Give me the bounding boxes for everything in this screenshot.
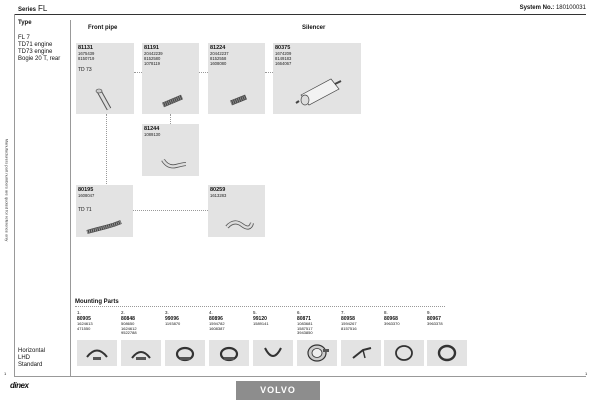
part-box-81244[interactable] xyxy=(142,124,199,176)
item-picture xyxy=(341,340,381,366)
item-refs xyxy=(209,322,251,331)
part-code: 81244 xyxy=(144,126,160,132)
part-box-81224[interactable] xyxy=(208,43,265,114)
part-note: TD 73 xyxy=(78,67,92,73)
item-picture xyxy=(297,340,337,366)
part-code: 81224 xyxy=(210,45,226,51)
part-refs xyxy=(275,51,291,66)
part-ref: 8150719 xyxy=(78,56,95,61)
part-refs xyxy=(78,51,94,61)
type-line: FL 7 xyxy=(18,35,30,41)
type-lines xyxy=(18,35,60,63)
config-lines xyxy=(18,348,45,369)
item-number: 5. xyxy=(253,310,257,315)
item-ref: 1624612 xyxy=(121,325,137,331)
part-box-81191[interactable] xyxy=(142,43,199,114)
part-note: TD 71 xyxy=(78,207,92,213)
clamp-icon xyxy=(77,340,117,366)
mounting-item-80968[interactable] xyxy=(384,310,426,327)
part-box-80259[interactable] xyxy=(208,185,265,237)
item-code: 80871 xyxy=(297,316,311,322)
config-line: Horizontal xyxy=(18,348,46,354)
long-pipe-icon xyxy=(84,219,124,235)
item-code: 80848 xyxy=(121,316,135,322)
mounting-item-80871[interactable] xyxy=(297,310,339,336)
series-value: FL xyxy=(38,4,48,13)
part-code: 81191 xyxy=(144,45,159,51)
item-code: 80968 xyxy=(384,316,398,322)
u-bolt-icon xyxy=(253,340,293,366)
mounting-item-80958[interactable] xyxy=(341,310,383,331)
straight-pipe-icon xyxy=(92,87,118,113)
type-title: Type xyxy=(18,20,32,26)
part-ref: 1664067 xyxy=(275,61,292,66)
item-number: 4. xyxy=(209,310,213,315)
mounting-item-80967[interactable] xyxy=(427,310,469,327)
left-border xyxy=(14,14,15,376)
item-code: 80905 xyxy=(77,316,91,322)
item-picture xyxy=(209,340,249,366)
item-refs xyxy=(121,322,163,336)
part-ref: 20442239 xyxy=(144,51,163,56)
config-line: Standard xyxy=(18,362,43,368)
part-ref: 1078119 xyxy=(144,61,160,66)
page-number-left: 1 xyxy=(4,371,7,376)
part-code: 81131 xyxy=(78,45,93,51)
clamp-icon xyxy=(121,340,161,366)
connector-line xyxy=(133,210,208,211)
part-ref: 8152558 xyxy=(210,56,227,61)
bracket-icon xyxy=(341,340,381,366)
type-line: TD73 engine xyxy=(18,49,53,55)
item-number: 6. xyxy=(297,310,301,315)
part-ref: 8152580 xyxy=(144,56,161,61)
item-picture xyxy=(77,340,117,366)
mounting-item-80905[interactable] xyxy=(77,310,119,331)
item-refs xyxy=(77,322,119,331)
item-code: 99120 xyxy=(253,316,267,322)
item-ref: 1589141 xyxy=(253,321,269,326)
footer-divider xyxy=(14,376,586,377)
connector-line xyxy=(134,72,142,73)
silencer-heading: Silencer xyxy=(302,25,326,31)
part-refs xyxy=(210,193,226,198)
item-ref: 1594267 xyxy=(341,321,357,326)
mounting-divider xyxy=(75,306,445,307)
item-picture xyxy=(121,340,161,366)
item-number: 1. xyxy=(77,310,81,315)
item-number: 2. xyxy=(121,310,125,315)
system-number xyxy=(520,5,586,11)
side-note xyxy=(2,40,12,340)
item-ref: 471550 xyxy=(77,325,91,331)
item-refs xyxy=(253,322,295,327)
part-ref: 8149183 xyxy=(275,56,292,61)
item-ref: 1594782 xyxy=(209,321,225,326)
silencer-icon xyxy=(295,73,343,107)
mounting-parts-heading: Mounting Parts xyxy=(75,299,119,305)
system-label: System No.: xyxy=(519,5,555,11)
item-number: 9. xyxy=(427,310,431,315)
item-number: 8. xyxy=(384,310,388,315)
connector-line xyxy=(106,114,107,186)
part-ref: 1675439 xyxy=(78,51,95,56)
flex-hose-icon xyxy=(228,93,250,107)
item-number: 3. xyxy=(165,310,169,315)
dinex-logo: dinex xyxy=(10,381,29,390)
type-line: TD71 engine xyxy=(18,42,53,48)
item-ref: 1193870 xyxy=(165,321,181,326)
flex-hose-icon xyxy=(160,93,186,109)
sleeve-clamp-icon xyxy=(297,340,337,366)
part-box-80375[interactable] xyxy=(273,43,361,114)
item-ref: 508650 xyxy=(121,321,135,326)
item-refs xyxy=(341,322,383,331)
item-ref: 1624613 xyxy=(77,321,93,326)
item-ref: 1587517 xyxy=(297,325,313,331)
bent-pipe-icon xyxy=(224,215,254,233)
system-value: 180100031 xyxy=(555,5,586,11)
item-picture xyxy=(384,340,424,366)
item-refs xyxy=(384,322,426,327)
item-ref: 3943850 xyxy=(297,330,313,336)
mounting-item-99120[interactable] xyxy=(253,310,295,327)
part-ref: 1613283 xyxy=(210,193,227,198)
part-refs xyxy=(210,51,229,66)
item-ref: 9522788 xyxy=(121,330,137,336)
item-code: 80896 xyxy=(209,316,223,322)
connector-line xyxy=(199,72,208,73)
item-refs xyxy=(427,322,469,327)
item-code: 80958 xyxy=(341,316,355,322)
clamp-icon xyxy=(165,340,205,366)
type-line: Bogie 20 T, rear xyxy=(18,56,61,62)
part-refs xyxy=(144,132,160,137)
item-number: 7. xyxy=(341,310,345,315)
mounting-item-80896[interactable] xyxy=(209,310,251,331)
item-code: 99096 xyxy=(165,316,179,322)
series-label xyxy=(18,4,47,13)
clamp-icon xyxy=(209,340,249,366)
page-number-right: 1 xyxy=(585,371,588,376)
item-refs xyxy=(297,322,339,336)
connector-line xyxy=(265,72,273,73)
item-ref: 8157516 xyxy=(341,325,357,331)
item-ref: 3963378 xyxy=(427,321,443,326)
part-box-81131[interactable] xyxy=(76,43,134,114)
part-ref: 20442237 xyxy=(210,51,229,56)
header-divider xyxy=(14,14,586,15)
item-ref: 1083681 xyxy=(297,321,313,326)
part-box-80195[interactable] xyxy=(76,185,133,237)
brand-banner: VOLVO xyxy=(236,381,320,400)
config-line: LHD xyxy=(18,355,31,361)
item-ref: 1608387 xyxy=(209,325,225,331)
item-picture xyxy=(253,340,293,366)
part-ref: 1608080 xyxy=(210,61,227,66)
mounting-item-99096[interactable] xyxy=(165,310,207,327)
side-note-text: Manufacturers part numbers are quoted for reference only xyxy=(4,138,10,242)
column-divider xyxy=(70,20,71,376)
front-pipe-heading: Front pipe xyxy=(88,25,118,31)
part-ref: 1089130 xyxy=(144,132,161,137)
ring-icon xyxy=(427,340,467,366)
item-ref: 3963370 xyxy=(384,321,400,326)
part-code: 80375 xyxy=(275,45,291,51)
connector-line xyxy=(170,114,171,124)
part-code: 80259 xyxy=(210,187,226,193)
item-picture xyxy=(165,340,205,366)
item-code: 80967 xyxy=(427,316,441,322)
mounting-item-80848[interactable] xyxy=(121,310,163,336)
part-refs xyxy=(78,193,94,198)
series-label-text: Series xyxy=(18,7,37,13)
part-code: 80195 xyxy=(78,187,94,193)
part-ref: 1608047 xyxy=(78,193,95,198)
gasket-icon xyxy=(384,340,424,366)
part-ref: 1674209 xyxy=(275,51,292,56)
bent-pipe-icon xyxy=(160,154,188,172)
part-refs xyxy=(144,51,163,66)
item-picture xyxy=(427,340,467,366)
item-refs xyxy=(165,322,207,327)
